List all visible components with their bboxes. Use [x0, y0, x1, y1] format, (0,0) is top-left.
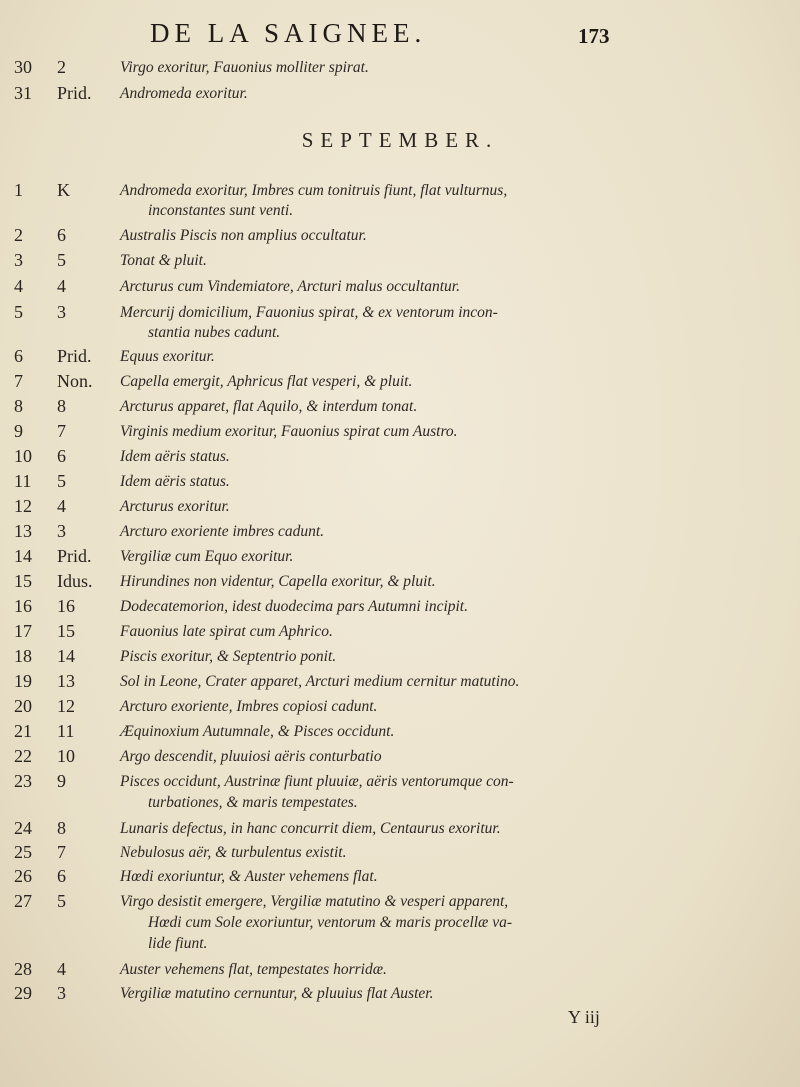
entry-text: Arcturo exoriente, Imbres copiosi cadunt. — [120, 698, 378, 715]
entry-text: Virgo exoritur, Fauonius molliter spirat. — [120, 59, 369, 76]
day-number: 9 — [14, 421, 23, 441]
day-number: 30 — [14, 57, 32, 77]
calendar-date: Prid. — [57, 546, 92, 566]
entry-text: Piscis exoritur, & Septentrio ponit. — [120, 648, 337, 665]
section-title: SEPTEMBER. — [301, 128, 499, 152]
day-number: 1 — [14, 180, 23, 200]
entry-text: Vergiliæ matutino cernuntur, & pluuius flat Auster. — [120, 985, 434, 1002]
calendar-date: 8 — [57, 396, 66, 416]
day-number: 4 — [14, 276, 23, 296]
entry-text: Andromeda exoritur, Imbres cum tonitruis fiunt, flat vulturnus, — [120, 182, 508, 199]
day-number: 7 — [14, 371, 23, 391]
entry-text: Australis Piscis non amplius occultatur. — [120, 227, 367, 244]
day-number: 15 — [14, 571, 32, 591]
signature-mark: Y iij — [568, 1007, 600, 1027]
entry-text: Auster vehemens flat, tempestates horridæ. — [120, 961, 387, 978]
calendar-date: 16 — [57, 596, 75, 616]
entry-continuation: Hœdi cum Sole exoriuntur, ventorum & maris procellæ va- — [148, 914, 513, 931]
day-number: 22 — [14, 746, 32, 766]
day-number: 16 — [14, 596, 32, 616]
calendar-date: Idus. — [57, 571, 93, 591]
calendar-date: 3 — [57, 521, 66, 541]
calendar-date: 13 — [57, 671, 75, 691]
day-number: 27 — [14, 891, 32, 911]
calendar-date: 14 — [57, 646, 75, 666]
calendar-date: 5 — [57, 891, 66, 911]
day-number: 21 — [14, 721, 32, 741]
day-number: 29 — [14, 983, 32, 1003]
page-number: 173 — [578, 24, 610, 48]
entry-continuation: lide fiunt. — [148, 935, 208, 952]
day-number: 12 — [14, 496, 32, 516]
day-number: 24 — [14, 818, 32, 838]
calendar-date: 12 — [57, 696, 75, 716]
entry-text: Tonat & pluit. — [120, 252, 207, 269]
day-number: 18 — [14, 646, 32, 666]
entry-text: Virgo desistit emergere, Vergiliæ matutino & vesperi apparent, — [120, 893, 509, 910]
calendar-date: 15 — [57, 621, 75, 641]
calendar-date: 7 — [57, 842, 66, 862]
entry-text: Idem aëris status. — [120, 448, 230, 465]
day-number: 10 — [14, 446, 32, 466]
day-number: 17 — [14, 621, 32, 641]
entry-text: Argo descendit, pluuiosi aëris conturbatio — [120, 748, 382, 765]
calendar-date: Prid. — [57, 83, 92, 103]
calendar-date: 10 — [57, 746, 75, 766]
day-number: 31 — [14, 83, 32, 103]
day-number: 5 — [14, 302, 23, 322]
entry-text: Capella emergit, Aphricus flat vesperi, & pluit. — [120, 373, 413, 390]
calendar-date: 5 — [57, 250, 66, 270]
day-number: 6 — [14, 346, 23, 366]
entry-text: Andromeda exoritur. — [120, 85, 248, 102]
day-number: 8 — [14, 396, 23, 416]
calendar-date: 9 — [57, 771, 66, 791]
day-number: 20 — [14, 696, 32, 716]
calendar-date: Prid. — [57, 346, 92, 366]
calendar-date: 6 — [57, 225, 66, 245]
entry-text: Nebulosus aër, & turbulentus existit. — [120, 844, 347, 861]
entry-continuation: turbationes, & maris tempestates. — [148, 794, 358, 811]
calendar-date: 3 — [57, 302, 66, 322]
calendar-date: K — [57, 180, 70, 200]
entry-text: Dodecatemorion, idest duodecima pars Autumni incipit. — [120, 598, 468, 615]
calendar-date: 4 — [57, 959, 66, 979]
day-number: 23 — [14, 771, 32, 791]
day-number: 11 — [14, 471, 32, 491]
calendar-date: 8 — [57, 818, 66, 838]
day-number: 25 — [14, 842, 32, 862]
calendar-date: 3 — [57, 983, 66, 1003]
entry-text: Mercurij domicilium, Fauonius spirat, & ex ventorum incon- — [120, 304, 498, 321]
running-title: DE LA SAIGNEE. — [150, 18, 427, 48]
entry-text: Arcturus cum Vindemiatore, Arcturi malus occultantur. — [120, 278, 460, 295]
entry-text: Arcturo exoriente imbres cadunt. — [120, 523, 325, 540]
entry-text: Lunaris defectus, in hanc concurrit diem, Centaurus exoritur. — [120, 820, 501, 837]
entry-text: Idem aëris status. — [120, 473, 230, 490]
calendar-date: 2 — [57, 57, 66, 77]
calendar-date: 11 — [57, 721, 75, 741]
entry-continuation: stantia nubes cadunt. — [148, 324, 281, 341]
day-number: 3 — [14, 250, 23, 270]
day-number: 14 — [14, 546, 32, 566]
day-number: 13 — [14, 521, 32, 541]
entry-text: Fauonius late spirat cum Aphrico. — [120, 623, 333, 640]
calendar-date: 4 — [57, 496, 66, 516]
calendar-date: Non. — [57, 371, 93, 391]
day-number: 26 — [14, 866, 32, 886]
calendar-date: 5 — [57, 471, 66, 491]
entry-text: Æquinoxium Autumnale, & Pisces occidunt. — [120, 723, 395, 740]
calendar-date: 7 — [57, 421, 66, 441]
calendar-date: 6 — [57, 446, 66, 466]
entry-text: Hirundines non videntur, Capella exoritur, & pluit. — [120, 573, 436, 590]
entry-text: Hœdi exoriuntur, & Auster vehemens flat. — [120, 868, 378, 885]
entry-text: Equus exoritur. — [120, 348, 215, 365]
entry-text: Sol in Leone, Crater apparet, Arcturi medium cernitur matutino. — [120, 673, 520, 690]
entry-text: Virginis medium exoritur, Fauonius spirat cum Austro. — [120, 423, 458, 440]
calendar-date: 6 — [57, 866, 66, 886]
day-number: 2 — [14, 225, 23, 245]
entry-text: Arcturus exoritur. — [120, 498, 230, 515]
calendar-date: 4 — [57, 276, 66, 296]
entry-text: Vergiliæ cum Equo exoritur. — [120, 548, 294, 565]
entry-text: Pisces occidunt, Austrinæ fiunt pluuiæ, aëris ventorumque con- — [120, 773, 514, 790]
entry-text: Arcturus apparet, flat Aquilo, & interdum tonat. — [120, 398, 418, 415]
day-number: 19 — [14, 671, 32, 691]
day-number: 28 — [14, 959, 32, 979]
entry-continuation: inconstantes sunt venti. — [148, 202, 294, 219]
